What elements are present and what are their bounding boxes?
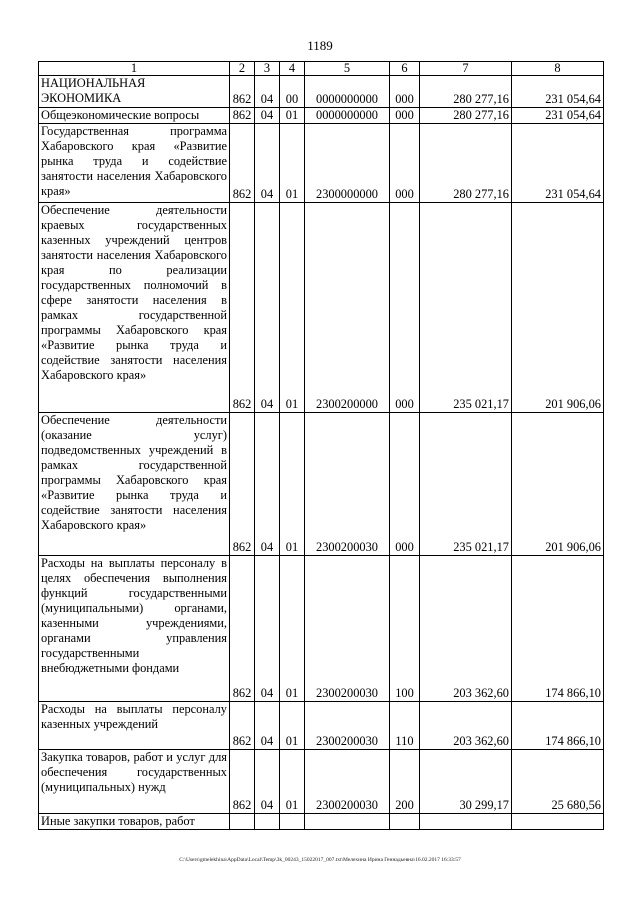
cell-subsection xyxy=(280,814,305,830)
cell-ministry: 862 xyxy=(230,124,255,203)
cell-ministry: 862 xyxy=(230,76,255,108)
row-name: Обеспечение деятельности краевых государственных казенных учреждений центров занятости населения Хабаровского края по реализации государственных полномочий в сфере занятости населения в рамках государственной программы Хабаровского края «Развитие рынка труда и содействие занятости населения Хабаровского края» xyxy=(39,203,230,413)
cell-amount-2: 174 866,10 xyxy=(512,556,604,702)
cell-target: 2300000000 xyxy=(305,124,390,203)
cell-subsection: 01 xyxy=(280,556,305,702)
cell-amount-1 xyxy=(420,814,512,830)
cell-expense-type: 200 xyxy=(390,750,420,814)
row-name: Расходы на выплаты персоналу казенных учреждений xyxy=(39,702,230,750)
header-cell: 2 xyxy=(230,62,255,76)
cell-section: 04 xyxy=(255,108,280,124)
row-name: Закупка товаров, работ и услуг для обеспечения государственных (муниципальных) нужд xyxy=(39,750,230,814)
cell-amount-1: 280 277,16 xyxy=(420,76,512,108)
cell-subsection: 00 xyxy=(280,76,305,108)
row-name: Государственная программа Хабаровского края «Развитие рынка труда и содействие занятости населения Хабаровского края» xyxy=(39,124,230,203)
table-row xyxy=(39,750,604,814)
cell-amount-2: 231 054,64 xyxy=(512,124,604,203)
cell-amount-2: 201 906,06 xyxy=(512,413,604,556)
row-name: Обеспечение деятельности (оказание услуг) подведомственных учреждений в рамках государственной программы Хабаровского края «Развитие рынка труда и содействие занятости населения Хабаровского края» xyxy=(39,413,230,556)
cell-amount-1: 203 362,60 xyxy=(420,702,512,750)
header-cell: 3 xyxy=(255,62,280,76)
table-row xyxy=(39,124,604,203)
cell-section: 04 xyxy=(255,413,280,556)
cell-section: 04 xyxy=(255,702,280,750)
cell-subsection: 01 xyxy=(280,203,305,413)
table-row xyxy=(39,76,604,108)
budget-table xyxy=(38,61,604,830)
cell-target: 2300200030 xyxy=(305,413,390,556)
cell-expense-type xyxy=(390,814,420,830)
cell-amount-2: 174 866,10 xyxy=(512,702,604,750)
cell-expense-type: 000 xyxy=(390,203,420,413)
header-row xyxy=(39,62,604,76)
cell-amount-1: 30 299,17 xyxy=(420,750,512,814)
cell-expense-type: 000 xyxy=(390,76,420,108)
cell-amount-1: 280 277,16 xyxy=(420,124,512,203)
table-row xyxy=(39,814,604,830)
cell-ministry: 862 xyxy=(230,203,255,413)
cell-amount-2: 231 054,64 xyxy=(512,108,604,124)
table-row xyxy=(39,702,604,750)
cell-target xyxy=(305,814,390,830)
cell-amount-1: 235 021,17 xyxy=(420,203,512,413)
cell-amount-2: 25 680,56 xyxy=(512,750,604,814)
cell-expense-type: 000 xyxy=(390,108,420,124)
header-cell: 7 xyxy=(420,62,512,76)
cell-amount-2: 231 054,64 xyxy=(512,76,604,108)
cell-section: 04 xyxy=(255,124,280,203)
cell-ministry: 862 xyxy=(230,108,255,124)
cell-amount-2 xyxy=(512,814,604,830)
cell-section: 04 xyxy=(255,750,280,814)
cell-subsection: 01 xyxy=(280,750,305,814)
cell-amount-2: 201 906,06 xyxy=(512,203,604,413)
cell-ministry: 862 xyxy=(230,702,255,750)
table-row xyxy=(39,413,604,556)
row-name: Расходы на выплаты персоналу в целях обеспечения выполнения функций государственными (муниципальными) органами, казенными учреждениями, органами управления государственными внебюджетными фондами xyxy=(39,556,230,702)
cell-target: 0000000000 xyxy=(305,108,390,124)
page-number: 1189 xyxy=(307,38,333,53)
cell-subsection: 01 xyxy=(280,124,305,203)
cell-expense-type: 000 xyxy=(390,124,420,203)
cell-target: 2300200030 xyxy=(305,702,390,750)
row-name: Иные закупки товаров, работ xyxy=(39,814,230,830)
header-cell: 5 xyxy=(305,62,390,76)
header-cell: 8 xyxy=(512,62,604,76)
cell-subsection: 01 xyxy=(280,108,305,124)
row-name: НАЦИОНАЛЬНАЯ ЭКОНОМИКА xyxy=(39,76,230,108)
cell-section: 04 xyxy=(255,203,280,413)
table-row xyxy=(39,108,604,124)
header-cell: 6 xyxy=(390,62,420,76)
row-name: Общеэкономические вопросы xyxy=(39,108,230,124)
table-row xyxy=(39,203,604,413)
file-path-footer: C:\Users\gmelekhina\AppData\Local\Temp\3k_00243_15022017_007.txt\Мелехина Ирина Геннадьевна\16.02.2017 16:33:57 xyxy=(179,857,461,863)
cell-amount-1: 235 021,17 xyxy=(420,413,512,556)
cell-expense-type: 100 xyxy=(390,556,420,702)
cell-expense-type: 000 xyxy=(390,413,420,556)
header-cell: 1 xyxy=(39,62,230,76)
cell-amount-1: 203 362,60 xyxy=(420,556,512,702)
cell-ministry xyxy=(230,814,255,830)
cell-section xyxy=(255,814,280,830)
cell-target: 2300200030 xyxy=(305,556,390,702)
cell-ministry: 862 xyxy=(230,556,255,702)
cell-target: 2300200000 xyxy=(305,203,390,413)
cell-section: 04 xyxy=(255,76,280,108)
cell-ministry: 862 xyxy=(230,750,255,814)
table-row xyxy=(39,556,604,702)
header-cell: 4 xyxy=(280,62,305,76)
cell-expense-type: 110 xyxy=(390,702,420,750)
cell-target: 2300200030 xyxy=(305,750,390,814)
cell-subsection: 01 xyxy=(280,413,305,556)
cell-target: 0000000000 xyxy=(305,76,390,108)
cell-amount-1: 280 277,16 xyxy=(420,108,512,124)
cell-ministry: 862 xyxy=(230,413,255,556)
cell-section: 04 xyxy=(255,556,280,702)
cell-subsection: 01 xyxy=(280,702,305,750)
